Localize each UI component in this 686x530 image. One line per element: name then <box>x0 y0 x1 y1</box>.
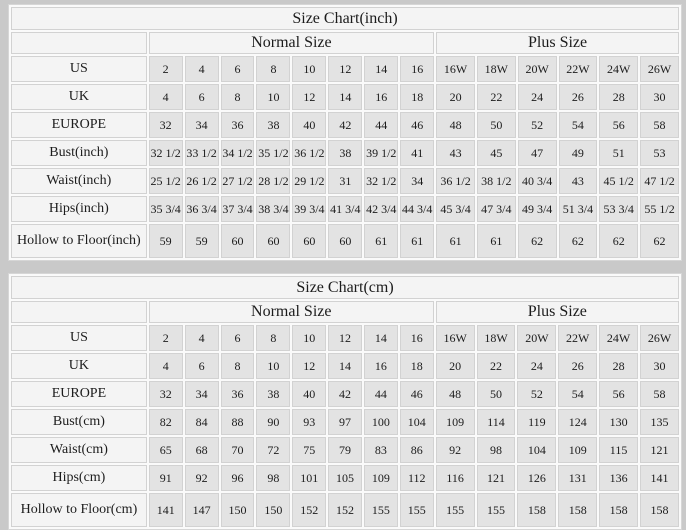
size-value-cell: 6 <box>221 56 255 82</box>
size-value-cell: 47 3/4 <box>477 196 516 222</box>
size-value-cell: 65 <box>149 437 183 463</box>
size-value-cell: 38 <box>256 112 290 138</box>
size-value-cell: 59 <box>185 224 219 258</box>
size-value-cell: 24W <box>599 325 638 351</box>
size-value-cell: 34 <box>185 381 219 407</box>
table-row <box>11 56 679 82</box>
size-value-cell: 18 <box>400 353 434 379</box>
size-value-cell: 62 <box>559 224 598 258</box>
size-value-cell: 37 3/4 <box>221 196 255 222</box>
size-value-cell: 32 <box>149 112 183 138</box>
size-value-cell: 16 <box>400 325 434 351</box>
size-value-cell: 112 <box>400 465 434 491</box>
size-value-cell: 42 <box>328 112 362 138</box>
size-value-cell: 75 <box>292 437 326 463</box>
size-value-cell: 36 3/4 <box>185 196 219 222</box>
size-value-cell: 27 1/2 <box>221 168 255 194</box>
size-value-cell: 52 <box>518 112 557 138</box>
size-value-cell: 131 <box>558 465 597 491</box>
size-value-cell: 92 <box>185 465 219 491</box>
size-value-cell: 18 <box>400 84 434 110</box>
size-value-cell: 43 <box>436 140 475 166</box>
size-value-cell: 12 <box>328 325 362 351</box>
size-value-cell: 46 <box>400 112 434 138</box>
size-value-cell: 35 3/4 <box>149 196 183 222</box>
size-value-cell: 104 <box>400 409 434 435</box>
size-value-cell: 115 <box>599 437 638 463</box>
size-value-cell: 152 <box>292 493 326 527</box>
size-value-cell: 54 <box>559 112 598 138</box>
row-label-cell: UK <box>11 353 147 379</box>
size-value-cell: 26W <box>640 325 679 351</box>
size-value-cell: 62 <box>640 224 679 258</box>
size-value-cell: 48 <box>436 381 475 407</box>
table-title: Size Chart(inch) <box>11 7 679 30</box>
size-value-cell: 121 <box>640 437 679 463</box>
size-value-cell: 150 <box>221 493 255 527</box>
size-value-cell: 8 <box>256 325 290 351</box>
size-value-cell: 104 <box>517 437 556 463</box>
size-value-cell: 49 3/4 <box>518 196 557 222</box>
size-value-cell: 152 <box>328 493 362 527</box>
size-value-cell: 42 3/4 <box>364 196 398 222</box>
size-value-cell: 44 <box>364 381 398 407</box>
size-value-cell: 32 <box>149 381 183 407</box>
table-row <box>11 465 679 491</box>
size-value-cell: 33 1/2 <box>185 140 219 166</box>
size-value-cell: 39 3/4 <box>292 196 326 222</box>
size-value-cell: 12 <box>292 353 326 379</box>
corner-cell <box>11 301 147 323</box>
size-value-cell: 26 <box>558 353 597 379</box>
size-value-cell: 16 <box>364 84 398 110</box>
row-label-cell: US <box>11 325 147 351</box>
size-value-cell: 45 1/2 <box>599 168 638 194</box>
size-value-cell: 22 <box>477 84 516 110</box>
size-value-cell: 60 <box>221 224 255 258</box>
size-value-cell: 61 <box>400 224 434 258</box>
size-value-cell: 50 <box>477 112 516 138</box>
row-label-cell: Waist(inch) <box>11 168 147 194</box>
size-value-cell: 30 <box>640 84 679 110</box>
size-value-cell: 20 <box>436 353 475 379</box>
size-value-cell: 40 3/4 <box>518 168 557 194</box>
size-value-cell: 135 <box>640 409 679 435</box>
size-value-cell: 150 <box>256 493 290 527</box>
size-value-cell: 12 <box>292 84 326 110</box>
size-value-cell: 26W <box>640 56 679 82</box>
size-value-cell: 31 <box>328 168 362 194</box>
size-value-cell: 50 <box>477 381 516 407</box>
size-value-cell: 121 <box>477 465 516 491</box>
size-value-cell: 61 <box>436 224 475 258</box>
size-value-cell: 14 <box>328 84 362 110</box>
size-value-cell: 98 <box>256 465 290 491</box>
size-value-cell: 141 <box>149 493 183 527</box>
size-value-cell: 51 <box>599 140 638 166</box>
size-chart-cm-table <box>8 273 682 530</box>
size-value-cell: 34 <box>185 112 219 138</box>
size-value-cell: 14 <box>364 325 398 351</box>
table-row <box>11 381 679 407</box>
size-value-cell: 28 <box>599 353 638 379</box>
size-value-cell: 14 <box>364 56 398 82</box>
size-value-cell: 29 1/2 <box>292 168 326 194</box>
size-value-cell: 8 <box>221 353 255 379</box>
size-value-cell: 44 3/4 <box>400 196 434 222</box>
size-value-cell: 24 <box>518 84 557 110</box>
size-value-cell: 39 1/2 <box>364 140 398 166</box>
size-value-cell: 4 <box>185 325 219 351</box>
size-value-cell: 16W <box>436 325 475 351</box>
size-value-cell: 10 <box>292 56 326 82</box>
size-value-cell: 8 <box>221 84 255 110</box>
size-value-cell: 109 <box>558 437 597 463</box>
group-header-normal-size: Normal Size <box>149 32 435 54</box>
size-value-cell: 84 <box>185 409 219 435</box>
size-value-cell: 42 <box>328 381 362 407</box>
size-value-cell: 54 <box>558 381 597 407</box>
size-value-cell: 90 <box>256 409 290 435</box>
size-value-cell: 18W <box>477 56 516 82</box>
size-value-cell: 60 <box>292 224 326 258</box>
size-value-cell: 116 <box>436 465 475 491</box>
row-label-cell: EUROPE <box>11 112 147 138</box>
size-value-cell: 126 <box>517 465 556 491</box>
size-value-cell: 93 <box>292 409 326 435</box>
size-value-cell: 158 <box>517 493 556 527</box>
size-value-cell: 6 <box>221 325 255 351</box>
table-row <box>11 493 679 527</box>
group-header-plus-size: Plus Size <box>436 32 679 54</box>
size-value-cell: 45 3/4 <box>436 196 475 222</box>
row-label-cell: Hollow to Floor(cm) <box>11 493 147 527</box>
size-value-cell: 16W <box>436 56 475 82</box>
size-value-cell: 92 <box>436 437 475 463</box>
size-value-cell: 114 <box>477 409 516 435</box>
size-value-cell: 109 <box>436 409 475 435</box>
size-value-cell: 86 <box>400 437 434 463</box>
size-value-cell: 14 <box>328 353 362 379</box>
size-value-cell: 61 <box>477 224 516 258</box>
size-value-cell: 155 <box>364 493 398 527</box>
size-value-cell: 158 <box>558 493 597 527</box>
group-header-plus-size: Plus Size <box>436 301 679 323</box>
size-value-cell: 105 <box>328 465 362 491</box>
size-value-cell: 36 <box>221 112 255 138</box>
size-value-cell: 20 <box>436 84 475 110</box>
size-value-cell: 59 <box>149 224 183 258</box>
size-value-cell: 16 <box>400 56 434 82</box>
table-row <box>11 196 679 222</box>
table-row <box>11 112 679 138</box>
size-value-cell: 40 <box>292 112 326 138</box>
size-value-cell: 38 3/4 <box>256 196 290 222</box>
size-value-cell: 38 1/2 <box>477 168 516 194</box>
size-value-cell: 32 1/2 <box>364 168 398 194</box>
size-value-cell: 52 <box>517 381 556 407</box>
size-value-cell: 47 <box>518 140 557 166</box>
size-value-cell: 36 1/2 <box>292 140 326 166</box>
size-value-cell: 8 <box>256 56 290 82</box>
size-value-cell: 141 <box>640 465 679 491</box>
size-value-cell: 55 1/2 <box>640 196 679 222</box>
size-value-cell: 10 <box>256 84 290 110</box>
size-value-cell: 53 <box>640 140 679 166</box>
size-value-cell: 40 <box>292 381 326 407</box>
group-header-row <box>11 32 679 54</box>
size-value-cell: 22W <box>558 325 597 351</box>
size-value-cell: 62 <box>599 224 638 258</box>
size-value-cell: 24W <box>599 56 638 82</box>
size-value-cell: 18W <box>477 325 516 351</box>
size-value-cell: 12 <box>328 56 362 82</box>
size-value-cell: 91 <box>149 465 183 491</box>
size-value-cell: 2 <box>149 56 183 82</box>
row-label-cell: Bust(cm) <box>11 409 147 435</box>
size-value-cell: 61 <box>364 224 398 258</box>
table-row <box>11 84 679 110</box>
size-value-cell: 4 <box>185 56 219 82</box>
size-value-cell: 22W <box>559 56 598 82</box>
size-value-cell: 10 <box>292 325 326 351</box>
size-value-cell: 20W <box>518 56 557 82</box>
size-value-cell: 96 <box>221 465 255 491</box>
size-value-cell: 36 <box>221 381 255 407</box>
size-value-cell: 119 <box>517 409 556 435</box>
size-value-cell: 35 1/2 <box>256 140 290 166</box>
size-value-cell: 83 <box>364 437 398 463</box>
size-value-cell: 4 <box>149 353 183 379</box>
size-value-cell: 68 <box>185 437 219 463</box>
size-value-cell: 70 <box>221 437 255 463</box>
size-value-cell: 155 <box>400 493 434 527</box>
size-value-cell: 53 3/4 <box>599 196 638 222</box>
size-value-cell: 25 1/2 <box>149 168 183 194</box>
size-value-cell: 51 3/4 <box>559 196 598 222</box>
table-row <box>11 224 679 258</box>
table-row <box>11 168 679 194</box>
size-value-cell: 136 <box>599 465 638 491</box>
row-label-cell: EUROPE <box>11 381 147 407</box>
size-value-cell: 26 <box>559 84 598 110</box>
size-value-cell: 147 <box>185 493 219 527</box>
size-value-cell: 22 <box>477 353 516 379</box>
row-label-cell: Bust(inch) <box>11 140 147 166</box>
size-value-cell: 49 <box>559 140 598 166</box>
size-value-cell: 6 <box>185 353 219 379</box>
row-label-cell: Hips(cm) <box>11 465 147 491</box>
size-value-cell: 58 <box>640 381 679 407</box>
size-value-cell: 46 <box>400 381 434 407</box>
row-label-cell: UK <box>11 84 147 110</box>
size-value-cell: 58 <box>640 112 679 138</box>
size-value-cell: 32 1/2 <box>149 140 183 166</box>
table-title-row <box>11 7 679 30</box>
size-value-cell: 47 1/2 <box>640 168 679 194</box>
size-value-cell: 88 <box>221 409 255 435</box>
group-header-normal-size: Normal Size <box>149 301 434 323</box>
size-value-cell: 45 <box>477 140 516 166</box>
size-value-cell: 38 <box>256 381 290 407</box>
size-chart-inch-table <box>8 4 682 261</box>
size-value-cell: 26 1/2 <box>185 168 219 194</box>
size-value-cell: 97 <box>328 409 362 435</box>
size-value-cell: 155 <box>477 493 516 527</box>
size-value-cell: 109 <box>364 465 398 491</box>
group-header-row <box>11 301 679 323</box>
table-title: Size Chart(cm) <box>11 276 679 299</box>
size-value-cell: 98 <box>477 437 516 463</box>
size-value-cell: 30 <box>640 353 679 379</box>
size-value-cell: 56 <box>599 381 638 407</box>
size-value-cell: 36 1/2 <box>436 168 475 194</box>
size-value-cell: 20W <box>517 325 556 351</box>
size-value-cell: 155 <box>436 493 475 527</box>
size-value-cell: 41 3/4 <box>328 196 362 222</box>
size-value-cell: 6 <box>185 84 219 110</box>
table-row <box>11 437 679 463</box>
size-value-cell: 10 <box>256 353 290 379</box>
size-value-cell: 28 1/2 <box>256 168 290 194</box>
table-title-row <box>11 276 679 299</box>
size-value-cell: 60 <box>328 224 362 258</box>
size-value-cell: 100 <box>364 409 398 435</box>
size-value-cell: 43 <box>559 168 598 194</box>
size-value-cell: 34 <box>400 168 434 194</box>
size-value-cell: 4 <box>149 84 183 110</box>
size-value-cell: 28 <box>599 84 638 110</box>
size-value-cell: 72 <box>256 437 290 463</box>
table-row <box>11 409 679 435</box>
row-label-cell: US <box>11 56 147 82</box>
size-value-cell: 62 <box>518 224 557 258</box>
size-value-cell: 56 <box>599 112 638 138</box>
size-value-cell: 44 <box>364 112 398 138</box>
table-row <box>11 353 679 379</box>
size-value-cell: 2 <box>149 325 183 351</box>
corner-cell <box>11 32 147 54</box>
size-value-cell: 60 <box>256 224 290 258</box>
size-value-cell: 79 <box>328 437 362 463</box>
size-value-cell: 34 1/2 <box>221 140 255 166</box>
size-value-cell: 82 <box>149 409 183 435</box>
table-row <box>11 140 679 166</box>
size-value-cell: 48 <box>436 112 475 138</box>
size-value-cell: 24 <box>517 353 556 379</box>
row-label-cell: Hollow to Floor(inch) <box>11 224 147 258</box>
size-value-cell: 124 <box>558 409 597 435</box>
size-value-cell: 130 <box>599 409 638 435</box>
size-value-cell: 158 <box>599 493 638 527</box>
size-value-cell: 16 <box>364 353 398 379</box>
size-value-cell: 38 <box>328 140 362 166</box>
row-label-cell: Waist(cm) <box>11 437 147 463</box>
table-row <box>11 325 679 351</box>
row-label-cell: Hips(inch) <box>11 196 147 222</box>
size-value-cell: 158 <box>640 493 679 527</box>
size-value-cell: 101 <box>292 465 326 491</box>
size-value-cell: 41 <box>400 140 434 166</box>
